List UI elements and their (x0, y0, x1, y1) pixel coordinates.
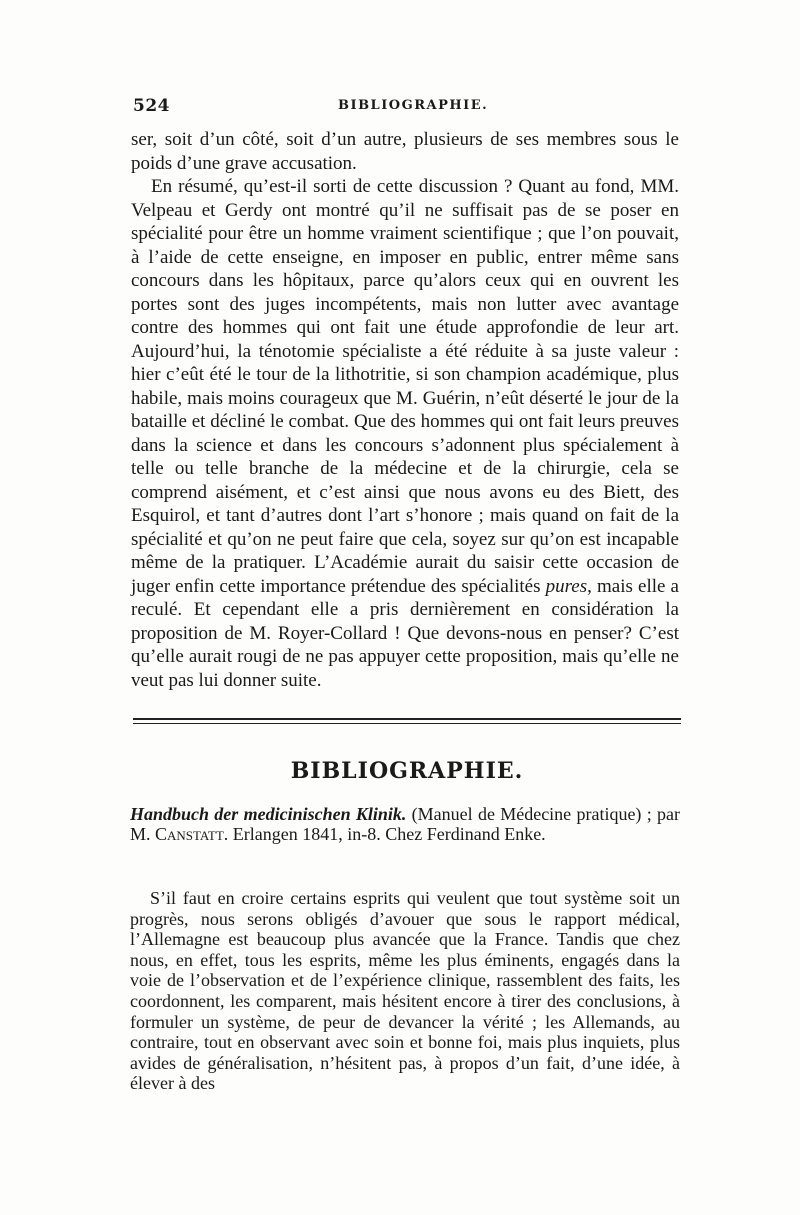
emphasis-pures: pures (545, 575, 588, 597)
divider-thin-rule (133, 723, 681, 724)
paragraph-text-b: , mais elle a reculé. Et cependant elle a pris dernièrement en considération la proposition de M. Royer-Collard ! Que devons-nous en penser? C’est qu’elle aurait rougi de ne pas appuyer cette proposition, mais qu’elle ne veut pas lui donner suite. (131, 575, 679, 691)
review-text (130, 888, 680, 1094)
section-divider (133, 718, 681, 724)
review-paragraph: S’il faut en croire certains esprits qui veulent que tout système soit un progrès, nous serons obligés d’avouer que sous le rapport médical, l’Allemagne est beaucoup plus avancée que la France. Tandis que chez nous, en effet, tous les esprits, même les plus éminents, engagés dans la voie de l’observation et de l’expérience clinique, rassemblent des faits, les coordonnent, les comparent, mais hésitent encore à tirer des conclusions, à formuler un système, de peur de devancer la vérité ; les Allemands, au contraire, tout en observant avec soin et bonne foi, mais plus inquiets, plus avides de généralisation, n’hésitent pas, à propos d’un fait, d’une idée, à élever à des (130, 888, 680, 1094)
book-citation (130, 804, 680, 844)
citation-author: Canstatt (155, 824, 224, 844)
citation-detail-a: (Manuel de Médecine pratique) ; par M. (130, 804, 680, 844)
page-number: 524 (133, 96, 170, 116)
citation-detail-b: . Erlangen 1841, in-8. Chez Ferdinand Enke. (223, 824, 546, 844)
divider-thick-rule (133, 718, 681, 720)
paragraph-en-resume (131, 175, 679, 692)
paragraph-text-a: En résumé, qu’est-il sorti de cette discussion ? Quant au fond, MM. Velpeau et Gerdy ont montré qu’il ne suffisait pas de se poser en spécialité pour être un homme vraiment scientifique ; que l’on pouvait, à l’aide de cette enseigne, en imposer en public, entrer même sans concours dans les hôpitaux, parce qu’alors ceux qui en ouvrent les portes sont des juges incompétents, mais non lutter avec avantage contre des hommes qui ont fait une étude approfondie de leur art. Aujourd’hui, la ténotomie spécialiste a été réduite à sa juste valeur : hier c’eût été le tour de la lithotritie, si son champion académique, plus habile, mais moins courageux que M. Guérin, n’eût déserté le jour de la bataille et décliné le combat. Que des hommes qui ont fait leurs preuves dans la science et dans les concours s’adonnent plus spécialement à telle ou telle branche de la médecine et de la chirurgie, cela se comprend aisément, et c’est ainsi que nous avons eu des Biett, des Esquirol, et tant d’autres dont l’art s’honore ; mais quand on fait de la spécialité et qu’on ne peut faire que cela, soyez sur qu’on est incapable même de la pratiquer. L’Académie aurait du saisir cette occasion de juger enfin cette importance prétendue des spécialités (131, 176, 679, 597)
running-title: BIBLIOGRAPHIE. (338, 98, 489, 113)
section-heading: BIBLIOGRAPHIE. (290, 758, 524, 784)
running-head (133, 96, 678, 120)
previous-article-text (131, 128, 679, 692)
paragraph-continuation: ser, soit d’un côté, soit d’un autre, plusieurs de ses membres sous le poids d’une grave accusation. (131, 129, 679, 174)
citation-title: Handbuch der medicinischen Klinik. (130, 804, 407, 824)
